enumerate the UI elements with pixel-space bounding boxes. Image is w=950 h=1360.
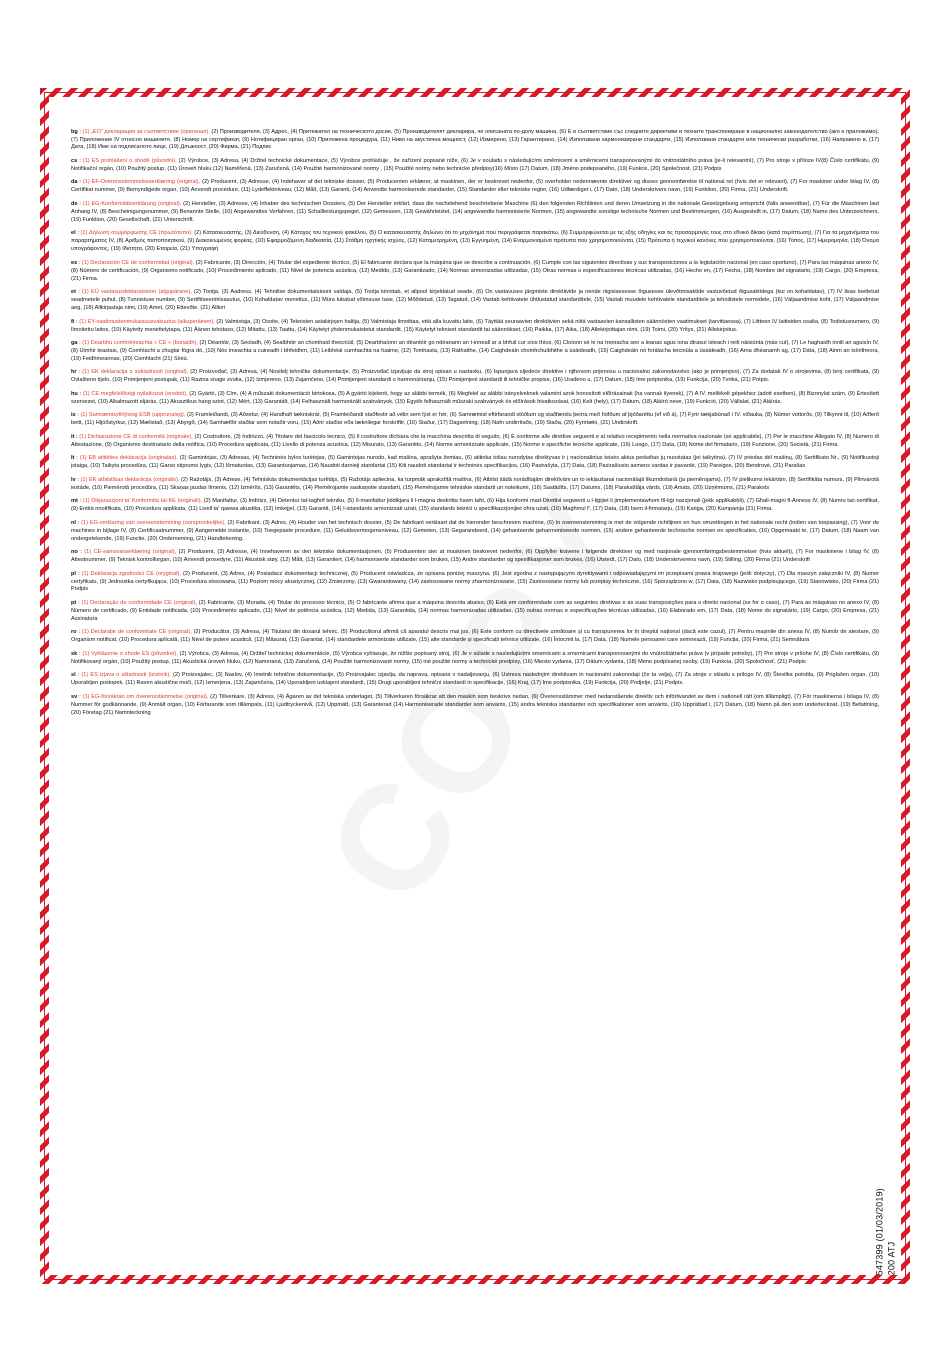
declaration-fields: (2) Κατασκευαστής, (3) Διεύθυνση, (4) Κάτοχος του τεχνικού φακέλου, (5) Ο κατασκευαστής δηλώνει ότι το μηχάνημα που περιγράφεται παρακάτω, (6) Συμμορφώνεται με τις εξής οδηγίες και τις προσαρμογές τους στο εθνικό δίκαιο (κατά περίπτωση), (7) Για τα μηχανήματα του παραρτήματος IV, (8) Αριθμός πιστοποιητικού, (9) Διακοινωμένος φορέας, (10) Εφαρμοζόμενη διαδικασία, (11) Στάθμη ηχητικής ισχύος, (12) Καταμετρημένη, (13) Εγγυημένη, (14) Εναρμονισμένα πρότυπα που χρησιμοποιούνται, (15) Πρότυπα ή τεχνικοί κανόνες που χρησιμοποιούνται, (16) Τόπος, (17) Ημερομηνία, (18) Όνομα υπογράφοντος, (19) Ιδιότητα, (20) Εταιρεία, (21) Υπογραφή [71,230,879,253]
declaration-title: (1) Vyhlásenie o zhode ES (pôvodné), [82,650,178,657]
language-code: hr [71,369,77,376]
declaration-fields: (2) Tillverkare, (3) Adress, (4) Ägaren av det tekniska underlaget, (5) Tillverkaren försäkrar att den maskin som beskrivs nedan, (6) Överensstämmer med nedanstående direktiv och införlivandet av dem i nationell rätt (om tillämpligt), (7) För maskinerna i bilaga IV, (8) Nummer för godkännande, (9) Anmält organ, (10) Förfarande som tillämpats, (11) Ljudtryckenivå, (12) Uppmätt, (13) Garanterad (14) Harmoniserade standarder som använts, (15) andra tekniska standarder och specifikationer som använts, (16) Upprättad i, (17) Datum, (18) Namn på den som undertecknat, (19) Befattning, (20) Företag (21) Namnteckning [71,693,879,716]
declaration-title: (1) Dichiarazione CE di conformità (originale), [79,433,193,440]
declaration-title: (1) EF-Overensstemmelseserklæring (original), [82,179,201,186]
language-block: ro : (1) Declarație de conformitate CE (original), (2) Producător, (3) Adresa, (4) Titularul din dosarul tehnic, (5) Producătorul afirmă că aparatul descris mai jos, (6) Este conform cu directivele următoare și cu transpunerea lor în dreptul național (dacă este cazul), (7) Pentru mașinile din anexa IV, (8) Număr de atestare, (9) Organism notificat, (10) Procedura aplicată, (11) Nivel de putere acustică, (12) Măsurat, (13) Garantat, (14) standardele armonizate utilizate, (15) alte standarde și specificații tehnice utilizate, (16) Întocmit la, (17) Data, (18) Numele persoanei care semnează, (19) Funcția, (20) Firma, (21) Semnătura [71,629,879,644]
language-block: no : (1) CE-samsvarserklæring (original), (2) Produsent, (3) Adresse, (4) Innehaveren av den tekniske dokumentasjonen, (5) Produsenten sier at maskinen beskrevet nedenfor, (6) Oppfyller kravene i følgende direktiver og med nasjonale gjennomføringsbestemmelser (hvis aktuelt), (7) For maskinene i bilag IV, (8) Attestnummer, (9) Teknisk kontrollorgan, (10) Anvendt prosedyre, (11) Akustisk støy, (12) Målt, (13) Garantiert, (14) harmoniserte standarder som brukes, (15) Andre standarder og spesifikasjoner som brukes, (16) Utstedt, (17) Dato, (18) Underskriverens navn, (19) Stilling, (20) Firma (21) Underskrift [71,549,879,564]
language-block: nl : (1) EG-verklaring van overeenstemming (oorspronkelijke), (2) Fabrikant, (3) Adres, (4) Houder van het technisch dossier, (5) De fabrikant verklaart dat de hieronder beschreven machine, (6) In overeenstemming is met de volgende richtlijnen en hun omzettingen in het nationale recht (indien van toepassing), (7) Voor de machines in bijlage IV, (8) Certificaatnummer, (9) Aangemelde instantie, (10) Toegepaste procedure, (11) Geluidsvermogensniveau, (12) Gemeten, (13) Gegarandeerd, (14) gehanteerde geharmoniseerde normen, (15) andere gehanteerde technische normen en specificaties, (16) Opgemaakt te, (17) Datum, (18) Naam van ondergetekende, (19) Functie, (20) Onderneming, (21) Handtekening. [71,519,879,542]
language-block: de : (1) EG-Konformitätserklärung (original). (2) Hersteller, (3) Adresse, (4) Inhaber des technischen Dossiers, (5) Der Hersteller erklärt, dass die nachstehend beschriebene Maschine (6) den folgenden Richtlinien und deren Umsetzung in die nationale Gesetzgebung entspricht (falls anwendbar), (7) Für die Maschinen laut Anhang IV, (8) Bescheinigungsnummer, (9) Benannte Stelle, (10) Angewandtes Verfahren, (11) Schallleistungspegel, (12) Gemessen, (13) Gewährleistet, (14) angewandte harmonisierte Normen, (15) angewandte sonstige technische Normen und Bestimmungen, (16) Ausgestellt in, (17) Datum, (18) Name des Unterzeichners, (19) Funktion, (20) Gesellschaft, (21) Unterschrift. [71,200,879,223]
language-code: ga [71,340,78,347]
declaration-title: (1) CE-samsvarserklæring (original), [84,549,177,556]
declaration-fields: (2) Ražotājs, (3) Adrese, (4) Tehniskās dokumentācijas turētājs, (5) Ražotājs apliecina, ka turpmāk aprakstītā mašīna, (6) Atbilst šādā norādītajām direktīvām un to iekļaušanai nacionālajā likumdošanā (ja piemērojams), (7) IV pielikums iekārtām, (8) Sertifikāta numurs, (9) Pilnvarotā iestāde, (10) Piemērotā procedūra, (11) Skaņas jaudas līmenis, (12) Izmērīts, (13) Garantēts, (14) Piemērojamie saskaņotie standarti, (15) Piemērojamie tehniskie standarti un noteikumi, (16) Sastādīts, (17) Datums, (18) Parakstītāja vārds, (19) Amats, (20) Uzņēmums, (21) Paraksts [71,476,879,491]
language-block: es : (1) Declaración CE de conformidad (original), (2) Fabricante, (3) Dirección, (4) Titular del expediente técnico, (5) El fabricante declara que la máquina que se describe a continuación, (6) Cumple con las siguientes directivas y sus transposiciones a la legislación nacional (en caso oportuno), (7) Para las máquinas anexo IV, (8) Número de certificación, (9) Organismo notificado, (10) Procedimiento aplicado, (11) Nivel de potencia acústica, (12) Medido, (13) Garantizado, (14) Normas armonizadas utilizadas, (15) Otras normas o especificaciones técnicas utilizadas, (16) Hecho en, (17) Fecha, (18) Nombre del signatario, (19) Cargo, (20) Empresa, (21) Firma. [71,259,879,282]
language-code: nl [71,519,76,526]
language-code: pt [71,600,77,606]
language-code: lt [71,455,75,462]
declaration-fields: (2) Framleiðandi, (3) Aðsetur, (4) Handhafi tækniskrár, (5) Framleiðandi staðfestir að vélin sem lýst er hér, (6) Samræmist eftirfarandi stöðlum og staðfærslu þeirra með höfðum af þjóðaréttu (ef við á), (7) Fyrir tækjabúnað í IV. viðauka, (8) Númer vottorðs, (9) Tilkynnt til, (10) Aðferð beitt, (11) Hljóðstyrkur, (12) Mælistað, (13) Ábyrgð, (14) Samhæfðir staðlar sem notaðir voru, (15) Aðrir staðlar eða tæknilegar forskriftir, (16) Staður, (17) Dagsetning, (18) Nafn undirritaðs, (19) Staða, (20) Fyrirtæki, (21) Undirskrift. [71,412,879,427]
declaration-title: (1) EK atbilstības deklarācija (oriģināls), [80,476,180,483]
declaration-fields: (2) Valmistaja, (3) Osoite, (4) Teknisten asiakirjojen haltija, (5) Valmistaja ilmoittaa, että alla kuvattu laite, (6) Täyttää seuraavien direktiivien sekä niitä vastaavien kansallisten säännösten vaatimukset (tarvittaessa), (7) Liitteen IV laitteiden osalta, (8) Todistusnumero, (9) Ilmoitettu laitos, (10) Käytetty menettelytapa, (11) Äänen tehotaso, (12) Mitattu, (13) Taattu, (14) Käytetyt yhdenmukaistetut standardit, (15) Käytetyt tekniset standardit tai säännökset, (16) Paikka, (17) Aika, (18) Allekirjoittajan nimi, (19) Toimi, (20) Yritys, (21) Allekirjoitus. [71,318,879,333]
language-code: it [71,433,75,440]
document-page [49,97,901,1275]
language-code: el [71,230,76,237]
document-border-frame [40,88,910,1284]
language-code: no [71,549,78,556]
language-block: pt : (1) Declaração de conformidade CE (original), (2) Fabricante, (3) Morada, (4) Titular do processo técnico, (5) O fabricante afirma que a máquina descrita abaixo, (6) Está em conformidade com as seguintes diretivas e as suas transposições para o direito nacional (se for o caso), (7) Para as máquinas no anexo IV, (8) Número de certificado, (9) Entidade notificada, (10) Procedimento aplicado, (11) Nível de potência acústica, (12) Medida, (13) Garantida, (14) normas harmonizadas utilizadas, (15) outras normas e especificações técnicas utilizadas, (16) Elaborado em, (17) Data, (18) Nome do signatário, (19) Cargo, (20) Empresa, (21) Assinatura [71,600,879,622]
declaration-fields: (2) Déantóir, (3) Seoladh, (4) Sealbhóir an chomhaid theicniúil, (5) Dearbhaíonn an déantóir go ndéanann an t-inneall ar a bhfuil cur síos thíos, (6) Cloíonn sé le na treoracha seo a leanas agus iona dtrasuí isteach i reiti náisiúnta (más cuí), (7) Le haghaidh innill an aguisín IV, (8) Uimhir teastais, (9) Comhlacht a chuglar fógra dó, (10) Nós imeachta a cuireadh i bhfeidhm, (11) Leibhéal cumhachta na fuaime, (12) Tomhasta, (13) Ráthaithe, (14) Caighdeáin chomhchuibhithe a úsáideadh, (15) Caighdeáin nó forálacha teicniúla a úsáideadh, (16) Arna dhéanamh ag, (17) Dáta, (18) Ainm an tsínitheora, (19) Feidhmeannas, (20) Comhlacht (21) Síniú. [71,340,879,362]
language-block: sk : (1) Vyhlásenie o zhode ES (pôvodné), (2) Výrobca, (3) Adresa, (4) Držiteľ technickej dokumentácie, (5) Výrobca vyhlasuje, že nižšie popísaný stroj, (6) Je v súlade s nasledujúcimi smernicami a smernicami transponovanými do vnútroštátneho práva (v prípade potreby), (7) Pre stroje v prílohe IV, (8) Číslo certifikátu, (9) Notifikovaný orgán, (10) Použitý postup, (11) Akustická úroveň hluku, (12) Nameraná, (13) Zaručená, (14) Použité harmonizované normy, (15) iné použité normy a technické predpisy, (16) Miesto vydania, (17) Dátum vydania, (18) Meno podpísanej osoby, (19) Funkcia, (20) Spoločnosť, (21) Podpis [71,650,879,665]
declaration-fields: (2) Gamintojas, (3) Adresas, (4) Techninės bylos turėtojas, (5) Gamintojas nurodo, kad mašina, aprašyta žemiau, (6) atitinka toliau nurodytas direktyvas ir į nacionalinius teisės aktus perkeltas jų nuostatas (jei taikytina), (7) IV priedas dėl mašinų, (8) Sertifikato Nr., (9) Notifikuotoji įstaiga, (10) Taikyta procedūra, (11) Garso stiprumo lygis, (12) Išmatuotas, (13) Garantuojamas, (14) Naudoti darnieji standartai (15) Kiti naudoti standartai ir techninės specifikacijos, (16) Pasirašyta, (17) Data, (18) Pasirašiusio asmens vardas ir pavardė, (19) Pareigos, (20) Bendrovė, (21) Parašas [71,455,879,470]
language-code: cs [71,158,78,164]
declaration-fields: (2) Tootja, (3) Aadress, (4) Tehnilise dokumentatsiooni valdaja, (5) Tootja kinnitab, et allpool kirjeldatud seade, (6) On vastavuses järgmiste direktiivide ja nende riigisisesesse õigusesse ülevõtmisaktide vastuvõetud õigusaktidega (kui on kohaldatav), (7) IV lisas loetletud seadmetele puhul, (8) Tunnistuse number, (9) Sertifitseerimisasutus, (10) Kohaldatav menetlus, (11) Müra lubatud võimsuse tase, (12) Mõõdetud, (13) Tagatud, (14) Vastab kehtivatele ühtlustatud standarditele, (15) Vastab muudele kehtivatele standarditele ja tehnilistele normidele, (16) Väljaandmise koht, (17) Väljaandmise aeg, (18) Allkirjastaja nimi, (19) Amet, (20) Ettevõte, (21) Allkiri [71,289,879,312]
declaration-title: (1) Deklaracja zgodności CE (oryginał), [81,570,181,577]
declaration-title: (1) Samræmisyfirlýsing ESB (upprunaleg), [80,412,186,419]
declaration-fields: (2) Gyártó, (3) Cím, (4) A műszaki dokumentáció birtokosa, (5) A gyártó kijelenti, hogy az alábbi termék, (6) Megfelel az alábbi irányelveknek valamint azok honosított előírásainak (ha vannak ilyenek), (7) A IV. mellékelt gépekhez (adott esetben), (8) Bizonylat szám, (9) Értesített szervezet, (10) Alkalmazott eljárás, (11) Akusztikus hang szint, (12) Mért, (13) Garantált, (14) Felhasznált harmonizált szabványok, (15) Egyéb felhasznált műszaki szabványok és előírások hivatkozásai, (16) Kelt (hely), (17) Dátum, (18) Aláíró neve, (19) Funkció, (20) Vállalat, (21) Aláírás. [71,390,879,405]
language-block: et : (1) EÜ vastavusdeklaratsioon (algupärane), (2) Tootja, (3) Aadress, (4) Tehnilise dokumentatsiooni valdaja, (5) Tootja kinnitab, et allpool kirjeldatud seade, (6) On vastavuses järgmiste direktiivide ja nende riigisisesesse õigusesse ülevõtmisaktide vastuvõetud õigusaktidega (kui on kohaldatav), (7) IV lisas loetletud seadmetele puhul, (8) Tunnistuse number, (9) Sertifitseerimisasutus, (10) Kohaldatav menetlus, (11) Müra lubatud võimsuse tase, (12) Mõõdetud, (13) Tagatud, (14) Vastab kehtivatele ühtlustatud standarditele, (15) Vastab muudele kehtivatele standarditele ja tehnilistele normidele, (16) Väljaandmise koht, (17) Väljaandmise aeg, (18) Allkirjastaja nimi, (19) Amet, (20) Ettevõte, (21) Allkiri [71,289,879,312]
language-block: fi : (1) EY-vaatimustenmukaisuusvakuutus (alkuperäinen), (2) Valmistaja, (3) Osoite, (4) Teknisten asiakirjojen haltija, (5) Valmistaja ilmoittaa, että alla kuvattu laite, (6) Täyttää seuraavien direktiivien sekä niitä vastaavien kansallisten säännösten vaatimukset (tarvittaessa), (7) Liitteen IV laitteiden osalta, (8) Todistusnumero, (9) Ilmoitettu laitos, (10) Käytetty menettelytapa, (11) Äänen tehotaso, (12) Mitattu, (13) Taattu, (14) Käytetyt yhdenmukaistetut standardit, (15) Käytetyt tekniset standardit tai säännökset, (16) Paikka, (17) Aika, (18) Allekirjoittajan nimi, (19) Toimi, (20) Yritys, (21) Allekirjoitus. [71,318,879,333]
declaration-title: (1) Declarație de conformitate CE (original), [81,629,192,636]
language-code: es [71,259,78,266]
declaration-fields: (2) Fabricante, (3) Dirección, (4) Titular del expediente técnico, (5) El fabricante declara que la máquina que se describe a continuación, (6) Cumple con las siguientes directivas y sus transposiciones a la legislación nacional (en caso oportuno), (7) Para las máquinas anexo IV, (8) Número de certificación, (9) Organismo notificado, (10) Procedimiento aplicado, (11) Nivel de potencia acústica, (12) Medido, (13) Garantizado, (14) Normas armonizadas utilizadas, (15) Otras normas o especificaciones técnicas utilizadas, (16) Hecho en, (17) Fecha, (18) Nombre del signatario, (19) Cargo, (20) Empresa, (21) Firma. [71,259,879,282]
footer-code: 547399 (01/03/2019) [874,1188,884,1276]
declaration-title: (1) Declaração de conformidade CE (original), [81,600,197,606]
language-code: da [71,179,78,186]
declaration-title: (1) ES izjava o skladnosti (izvirnik), [81,672,171,679]
language-block: it : (1) Dichiarazione CE di conformità (originale), (2) Costruttore, (3) Indirizzo, (4) Titolare del fascicolo tecnico, (5) Il costruttore dichiara che la macchina descritta di seguito, (6) È conforme alle direttive seguenti e al relativo recepimento nella normativa nazionale (se applicabile), (7) Per le macchine Allegato IV, (8) Numero di Attestazione, (9) Organismo destinatario della notifica, (10) Procedura applicata, (11) Livello di potenza acustica, (12) Misurato, (13) Garantito, (14) Norme armonizzate applicate, (15) Norme e specifiche tecniche applicate, (16) Luogo, (17) Data, (18) Nome del firmatario, (19) Funzione, (20) Società, (21) Firma. [71,433,879,448]
declaration-title: (1) EB atitikties deklaracija (originalas), [79,455,178,462]
declaration-title: (1) Δήλωση συμμόρφωσης CE (πρωτότυπο). [80,230,193,237]
declaration-title: (1) Dearbhú comhréireachta « CE » (bunaidh), [82,340,198,347]
language-code: hu [71,390,78,397]
declaration-fields: (2) Производителя, (3) Адрес, (4) Притежател на техническото досие, (5) Производителят декларира, че описаната по-долу машина, (6) Е в съответствие със следните директиви и техните транспониране в национално законодателство (ако е приложимо), (7) Приложение IV относно машините, (8) Номер на сертификат, (9) Нотифициран орган, (10) Приложена процедура, (11) Ниво на акустична мощност, (12) Измерено, (13) Гарантирано, (14) Използвани хармонизирани стандарти, (15) Използвани стандарти или технически разработки, (16) Направено в, (17) Дата, (18) Име на подписалото лице, (19) Длъжност, (20) Фирма, (21) Подпис [71,128,879,151]
language-block: mt : (1) Dikjarazzjoni ta' Konformità tal-KE (oriġinali), (2) Manifattur, (3) Indirizz, (4) Detentur tat-tagħrif tekniku, (5) Il-manifattur jiddikjara li l-magna deskritta hawn taħt, (6) Hija konformi mad-Direttivi segwenti u l-liġijiet li jimplementawhom fil-liġi nazzjonali (jekk applikabbli), (7) Għall-magni fl-Anness IV, (8) Numru taċ-ċertifikat, (9) Entità nnotifikata, (10) Proċedura applikata, (11) Livell ta' qawwa akustika, (12) Imkejjel, (13) Garantit, (14) I-istandards armonizzati użati, (15) standards tekniċi u speċifikazzjonijiet oħra użati, (16) Magħmul f', (17) Data, (18) Isem il-firmatarju, (19) Kariga, (20) Kumpanija (21) Firma. [71,498,879,513]
declaration-fields: (2) Produsent, (3) Adresse, (4) Innehaveren av den tekniske dokumentasjonen, (5) Produsenten sier at maskinen beskrevet nedenfor, (6) Oppfyller kravene i følgende direktiver og med nasjonale gjennomføringsbestemmelser (hvis aktuelt), (7) For maskinene i bilag IV, (8) Attestnummer, (9) Teknisk kontrollorgan, (10) Anvendt prosedyre, (11) Akustisk støy, (12) Målt, (13) Garantiert, (14) harmoniserte standarder som brukes, (15) Andre standarder og spesifikasjoner som brukes, (16) Utstedt, (17) Dato, (18) Underskriverens navn, (19) Stilling, (20) Firma (21) Underskrift [71,549,879,564]
language-code: is [71,412,76,419]
declaration-fields: (2) Hersteller, (3) Adresse, (4) Inhaber des technischen Dossiers, (5) Der Hersteller erklärt, dass die nachstehend beschriebene Maschine (6) den folgenden Richtlinien und deren Umsetzung in die nationale Gesetzgebung entspricht (falls anwendbar), (7) Für die Maschinen laut Anhang IV, (8) Bescheinigungsnummer, (9) Benannte Stelle, (10) Angewandtes Verfahren, (11) Schallleistungspegel, (12) Gemessen, (13) Gewährleistet, (14) angewandte harmonisierte Normen, (15) angewandte sonstige technische Normen und Bestimmungen, (16) Ausgestellt in, (17) Datum, (18) Name des Unterzeichners, (19) Funktion, (20) Gesellschaft, (21) Unterschrift. [71,200,879,223]
declaration-title: (1) CE megfelelőségi nyilatkozat (eredeti), [82,390,188,397]
language-code: mt [71,498,78,505]
footer-codes [874,1188,896,1275]
footer-code: 200 ATJ [886,1241,896,1276]
declaration-title: (1) Declaración CE de conformidad (original), [81,259,195,266]
language-block: pl : (1) Deklaracja zgodności CE (oryginał), (2) Producent, (3) Adres, (4) Posiadacz dokumentacji technicznej, (5) Producent oświadcza, że opisana poniżej maszyna, (6) Jest zgodna z następującymi dyrektywami i odpowiadającymi im przepisami prawa krajowego (jeśli dotyczy), (7) Dla maszyn załączniki IV, (8) Numer certyfikatu, (9) Jednostka certyfikująca, (10) Procedura stosowana, (11) Poziom mocy akustycznej, (12) Zmierzony, (13) Gwarantowany, (14) zastosowane normy zharmonizowane, (15) Zastosowane normy lub przepisy techniczne, (16) Sporządzono w, (17) Data, (18) Nazwisko podpisującego, (19) Stanowisko, (20) Firma (21) Podpis [71,570,879,593]
language-block: ga : (1) Dearbhú comhréireachta « CE » (bunaidh), (2) Déantóir, (3) Seoladh, (4) Sealbhóir an chomhaid theicniúil, (5) Dearbhaíonn an déantóir go ndéanann an t-inneall ar a bhfuil cur síos thíos, (6) Cloíonn sé le na treoracha seo a leanas agus iona dtrasuí isteach i reiti náisiúnta (más cuí), (7) Le haghaidh innill an aguisín IV, (8) Uimhir teastais, (9) Comhlacht a chuglar fógra dó, (10) Nós imeachta a cuireadh i bhfeidhm, (11) Leibhéal cumhachta na fuaime, (12) Tomhasta, (13) Ráthaithe, (14) Caighdeáin chomhchuibhithe a úsáideadh, (15) Caighdeáin nó forálacha teicniúla a úsáideadh, (16) Arna dhéanamh ag, (17) Dáta, (18) Ainm an tsínitheora, (19) Feidhmeannas, (20) Comhlacht (21) Síniú. [71,340,879,362]
language-block: cs : (1) ES prohlášení o shodě (původní). (2) Výrobce, (3) Adresa, (4) Držitel technické dokumentace, (5) Výrobce prohlašuje , že zařízení popsané níže, (6) Je v souladu s následujícími směrnicemi a směrnicemi transponovanými do vnitrostátního práva (je-li relevantní), (7) Pro stroje v příloze IV(8) Číslo certifikátu, (9) Notifikační orgán, (10) Použitý postup, (11) Úroveň hluku (12) Naměřená, (13) Zaručená, (14) Použité harmonizované normy , (15) Použité normy nebo technické předpisy(16) Místo (17) Datum, (18) Jméno podepsaného, (19) Funkce, (20) Společnost, (21) Podpis [71,158,880,172]
declaration-title: (1) EG-Konformitätserklärung (original). [82,200,182,207]
declaration-title: (1) EY-vaatimustenmukaisuusvakuutus (alkuperäinen), [79,318,215,325]
language-code: sl [71,672,76,679]
language-code: fi [71,318,75,325]
declaration-title: (1) ES prohlášení o shodě (původní). [82,158,177,164]
language-code: de [71,200,78,207]
language-block: lt : (1) EB atitikties deklaracija (originalas), (2) Gamintojas, (3) Adresas, (4) Techninės bylos turėtojas, (5) Gamintojas nurodo, kad mašina, aprašyta žemiau, (6) atitinka toliau nurodytas direktyvas ir į nacionalinius teisės aktus perkeltas jų nuostatas (jei taikytina), (7) IV priedas dėl mašinų, (8) Sertifikato Nr., (9) Notifikuotoji įstaiga, (10) Taikyta procedūra, (11) Garso stiprumo lygis, (12) Išmatuotas, (13) Garantuojamas, (14) Naudoti darnieji standartai (15) Kiti naudoti standartai ir techninės specifikacijos, (16) Pasirašyta, (17) Data, (18) Pasirašiusio asmens vardas ir pavardė, (19) Pareigos, (20) Bendrovė, (21) Parašas [71,455,879,470]
language-code: lv [71,476,76,483]
language-code: sv [71,693,78,700]
declaration-title: (1) EG-försäkran om överensstämmelse (original), [82,693,209,700]
language-block: bg : (1) „ЕО“ декларация за съответствие (оригинал). (2) Производителя, (3) Адрес, (4) Притежател на техническото досие, (5) Производителят декларира, че описаната по-долу машина, (6) Е в съответствие със следните директиви и техните транспониране в национално законодателство (ако е приложимо), (7) Приложение IV относно машините, (8) Номер на сертификат, (9) Нотифициран орган, (10) Приложена процедура, (11) Ниво на акустична мощност, (12) Измерено, (13) Гарантирано, (14) Използвани хармонизирани стандарти, (15) Използвани стандарти или технически разработки, (16) Направено в, (17) Дата, (18) Име на подписалото лице, (19) Длъжност, (20) Фирма, (21) Подпис [71,128,879,151]
language-block: hu : (1) CE megfelelőségi nyilatkozat (eredeti), (2) Gyártó, (3) Cím, (4) A műszaki dokumentáció birtokosa, (5) A gyártó kijelenti, hogy az alábbi termék, (6) Megfelel az alábbi irányelveknek valamint azok honosított előírásainak (ha vannak ilyenek), (7) A IV. mellékelt gépekhez (adott esetben), (8) Bizonylat szám, (9) Értesített szervezet, (10) Alkalmazott eljárás, (11) Akusztikus hang szint, (12) Mért, (13) Garantált, (14) Felhasznált harmonizált szabványok, (15) Egyéb felhasznált műszaki szabványok és előírások hivatkozásai, (16) Kelt (hely), (17) Dátum, (18) Aláíró neve, (19) Funkció, (20) Vállalat, (21) Aláírás. [71,390,879,405]
declaration-language-list [71,123,879,722]
language-code: sk [71,650,78,657]
declaration-title: (1) EÜ vastavusdeklaratsioon (algupärane), [81,289,192,296]
language-block: sl : (1) ES izjava o skladnosti (izvirnik), (2) Proizvajalec, (3) Naslov, (4) Imetnik tehnične dokumentacije, (5) Proizvajalec izjavlja, da naprava, opisana v nadaljevanju, (6) Ustreza naslednjim direktivam in nacionalni zakonodaji (če ta velja), (7) Za stroje v skladu s prilogo IV, (8) Številka potrdila, (9) Priglašen organ, (10) Uporabljen postopek, (11) Raven akustične moči, (12) Izmerjena, (13) Zajamčena, (14) Uporabljeni usklajeni standardi, (15) Drugi uporabljeni tehnični standardi in specifikacije, (16) Kraj, (17) Ime podpisnika, (19) Funkcija, (20) Podjetje, (21) Podpis. [71,672,879,687]
declaration-fields: (2) Manifattur, (3) Indirizz, (4) Detentur tat-tagħrif tekniku, (5) Il-manifattur jiddikjara li l-magna deskritta hawn taħt, (6) Hija konformi mad-Direttivi segwenti u l-liġijiet li jimplementawhom fil-liġi nazzjonali (jekk applikabbli), (7) Għall-magni fl-Anness IV, (8) Numru taċ-ċertifikat, (9) Entità nnotifikata, (10) Proċedura applikata, (11) Livell ta' qawwa akustika, (12) Imkejjel, (13) Garantit, (14) I-istandards armonizzati użati, (15) standards tekniċi u speċifikazzjonijiet oħra użati, (16) Magħmul f', (17) Data, (18) Isem il-firmatarju, (19) Kariga, (20) Kumpanija (21) Firma. [71,498,879,513]
declaration-fields: (2) Fabricante, (3) Morada, (4) Titular do processo técnico, (5) O fabricante afirma que a máquina descrita abaixo, (6) Está em conformidade com as seguintes diretivas e as suas transposições para o direito nacional (se for o caso), (7) Para as máquinas no anexo IV, (8) Número de certificado, (9) Entidade notificada, (10) Procedimento aplicado, (11) Nível de potência acústica, (12) Medida, (13) Garantida, (14) normas harmonizadas utilizadas, (15) outras normas e especificações técnicas utilizadas, (16) Elaborado em, (17) Data, (18) Nome do signatário, (19) Cargo, (20) Empresa, (21) Assinatura [71,600,879,622]
language-block: hr : (1) EK deklaracija o sukladnosti (original), (2) Proizvođač, (3) Adresa, (4) Nositelj tehničke dokumentacije, (5) Proizvođač izjavljuje da stroj opisan u nastavku, (6) Ispunjava sljedeće direktive i njihovom prijenosu u nacionalno zakonodavstvo (ako je primjenjivo), (7) Za dodatak IV o strojevima, (8) broj certifikata, (9) Ovlašteno tijelo, (10) Primijenjeni postupak, (11) Razina snage zvuka, (12) Izmjereno, (13) Zajamčeno, (14) Primijenjeni standardi o harmoniziranju, (15) Primijenjeni standardi ili tehničke propise, (16) Urađeno u, (17) Datum, (18) Ime potpisnika, (19) Funkcija, (20) Tvrtka, (21) Potpis. [71,369,879,384]
declaration-fields: (2) Proizvajalec, (3) Naslov, (4) Imetnik tehnične dokumentacije, (5) Proizvajalec izjavlja, da naprava, opisana v nadaljevanju, (6) Ustreza naslednjim direktivam in nacionalni zakonodaji (če ta velja), (7) Za stroje v skladu s prilogo IV, (8) Številka potrdila, (9) Priglašen organ, (10) Uporabljen postopek, (11) Raven akustične moči, (12) Izmerjena, (13) Zajamčena, (14) Uporabljeni usklajeni standardi, (15) Drugi uporabljeni tehnični standardi in specifikacije, (16) Kraj, (17) Ime podpisnika, (19) Funkcija, (20) Podjetje, (21) Podpis. [71,672,879,687]
language-block: sv : (1) EG-försäkran om överensstämmelse (original), (2) Tillverkare, (3) Adress, (4) Ägaren av det tekniska underlaget, (5) Tillverkaren försäkrar att den maskin som beskrivs nedan, (6) Överensstämmer med nedanstående direktiv och införlivandet av dem i nationell rätt (om tillämpligt), (7) För maskinerna i bilaga IV, (8) Nummer för godkännande, (9) Anmält organ, (10) Förfarande som tillämpats, (11) Ljudtryckenivå, (12) Uppmätt, (13) Garanterad (14) Harmoniserade standarder som använts, (15) andra tekniska standarder och specifikationer som använts, (16) Upprättad i, (17) Datum, (18) Namn på den som undertecknat, (19) Befattning, (20) Företag (21) Namnteckning [71,693,879,716]
language-block: da : (1) EF-Overensstemmelseserklæring (original), (2) Producent, (3) Adresse, (4) Indehaver af det tekniske dossier, (5) Producenten erklærer, at maskinen, der er beskrevet nedenfor, (5) overholder nedennævnte direktiver og disses gennemførelse til national ret (hvis det er relevant), (7) For maskiner under bilag IV, (8) Certifikat nummer, (9) Bemyndigede organ, (10) Anvendt procedure, (11) Lydeffektniveau, (12) Målt, (13) Garanti, (14) Anvendte harmoniserede standarder, (15) Standarder eller tekniske regler, (16) Udfærdiget i, (17) Dato, (18) Underskrivers navn, (19) Funktion, (20) Firma, (21) Underskrift. [71,179,879,194]
declaration-fields: (2) Výrobce, (3) Adresa, (4) Držitel technické dokumentace, (5) Výrobce prohlašuje , že zařízení popsané níže, (6) Je v souladu s následujícími směrnicemi a směrnicemi transponovanými do vnitrostátního práva (je-li relevantní), (7) Pro stroje v příloze IV(8) Číslo certifikátu, (9) Notifikační orgán, (10) Použitý postup, (11) Úroveň hluku (12) Naměřená, (13) Zaručená, (14) Použité harmonizované normy , (15) Použité normy nebo technické předpisy(16) Místo (17) Datum, (18) Jméno podepsaného, (19) Funkce, (20) Společnost, (21) Podpis [71,158,880,172]
language-code: bg [71,128,78,135]
declaration-fields: (2) Fabrikant, (3) Adres, (4) Houder van het technisch dossier, (5) De fabrikant verklaart dat de hieronder beschreven machine, (6) In overeenstemming is met de volgende richtlijnen en hun omzettingen in het nationale recht (indien van toepassing), (7) Voor de machines in bijlage IV, (8) Certificaatnummer, (9) Aangemelde instantie, (10) Toegepaste procedure, (11) Geluidsvermogensniveau, (12) Gemeten, (13) Gegarandeerd, (14) gehanteerde geharmoniseerde normen, (15) andere gehanteerde technische normen en specificaties, (16) Opgemaakt te, (17) Datum, (18) Naam van ondergetekende, (19) Functie, (20) Onderneming, (21) Handtekening. [71,519,879,542]
declaration-fields: (2) Producent, (3) Adresse, (4) Indehaver af det tekniske dossier, (5) Producenten erklærer, at maskinen, der er beskrevet nedenfor, (5) overholder nedennævnte direktiver og disses gennemførelse til national ret (hvis det er relevant), (7) For maskiner under bilag IV, (8) Certifikat nummer, (9) Bemyndigede organ, (10) Anvendt procedure, (11) Lydeffektniveau, (12) Målt, (13) Garanti, (14) Anvendte harmoniserede standarder, (15) Standarder eller tekniske regler, (16) Udfærdiget i, (17) Dato, (18) Underskrivers navn, (19) Funktion, (20) Firma, (21) Underskrift. [71,179,879,194]
declaration-title: (1) EK deklaracija o sukladnosti (original), [82,369,189,376]
declaration-fields: (2) Proizvođač, (3) Adresa, (4) Nositelj tehničke dokumentacije, (5) Proizvođač izjavljuje da stroj opisan u nastavku, (6) Ispunjava sljedeće direktive i njihovom prijenosu u nacionalno zakonodavstvo (ako je primjenjivo), (7) Za dodatak IV o strojevima, (8) broj certifikata, (9) Ovlašteno tijelo, (10) Primijenjeni postupak, (11) Razina snage zvuka, (12) Izmjereno, (13) Zajamčeno, (14) Primijenjeni standardi o harmoniziranju, (15) Primijenjeni standardi ili tehničke propise, (16) Urađeno u, (17) Datum, (18) Ime potpisnika, (19) Funkcija, (20) Tvrtka, (21) Potpis. [71,369,879,384]
language-block: lv : (1) EK atbilstības deklarācija (oriģināls), (2) Ražotājs, (3) Adrese, (4) Tehniskās dokumentācijas turētājs, (5) Ražotājs apliecina, ka turpmāk aprakstītā mašīna, (6) Atbilst šādā norādītajām direktīvām un to iekļaušanai nacionālajā likumdošanā (ja piemērojams), (7) IV pielikums iekārtām, (8) Sertifikāta numurs, (9) Pilnvarotā iestāde, (10) Piemērotā procedūra, (11) Skaņas jaudas līmenis, (12) Izmērīts, (13) Garantēts, (14) Piemērojamie saskaņotie standarti, (15) Piemērojamie tehniskie standarti un noteikumi, (16) Sastādīts, (17) Datums, (18) Parakstītāja vārds, (19) Amats, (20) Uzņēmums, (21) Paraksts [71,476,879,491]
language-code: ro [71,629,77,636]
language-block: el : (1) Δήλωση συμμόρφωσης CE (πρωτότυπο). (2) Κατασκευαστής, (3) Διεύθυνση, (4) Κάτοχος του τεχνικού φακέλου, (5) Ο κατασκευαστής δηλώνει ότι το μηχάνημα που περιγράφεται παρακάτω, (6) Συμμορφώνεται με τις εξής οδηγίες και τις προσαρμογές τους στο εθνικό δίκαιο (κατά περίπτωση), (7) Για τα μηχανήματα του παραρτήματος IV, (8) Αριθμός πιστοποιητικού, (9) Διακοινωμένος φορέας, (10) Εφαρμοζόμενη διαδικασία, (11) Στάθμη ηχητικής ισχύος, (12) Καταμετρημένη, (13) Εγγυημένη, (14) Εναρμονισμένα πρότυπα που χρησιμοποιούνται, (15) Πρότυπα ή τεχνικοί κανόνες που χρησιμοποιούνται, (16) Τόπος, (17) Ημερομηνία, (18) Όνομα υπογράφοντος, (19) Ιδιότητα, (20) Εταιρεία, (21) Υπογραφή [71,230,879,253]
declaration-fields: (2) Výrobca, (3) Adresa, (4) Držiteľ technickej dokumentácie, (5) Výrobca vyhlasuje, že nižšie popísaný stroj, (6) Je v súlade s nasledujúcimi smernicami a smernicami transponovanými do vnútroštátneho práva (v prípade potreby), (7) Pre stroje v prílohe IV, (8) Číslo certifikátu, (9) Notifikovaný orgán, (10) Použitý postup, (11) Akustická úroveň hluku, (12) Nameraná, (13) Zaručená, (14) Použité harmonizované normy, (15) iné použité normy a technické predpisy, (16) Miesto vydania, (17) Dátum vydania, (18) Meno podpísanej osoby, (19) Funkcia, (20) Spoločnosť, (21) Podpis [71,650,879,665]
language-block: is : (1) Samræmisyfirlýsing ESB (upprunaleg), (2) Framleiðandi, (3) Aðsetur, (4) Handhafi tækniskrár, (5) Framleiðandi staðfestir að vélin sem lýst er hér, (6) Samræmist eftirfarandi stöðlum og staðfærslu þeirra með höfðum af þjóðaréttu (ef við á), (7) Fyrir tækjabúnað í IV. viðauka, (8) Númer vottorðs, (9) Tilkynnt til, (10) Aðferð beitt, (11) Hljóðstyrkur, (12) Mælistað, (13) Ábyrgð, (14) Samhæfðir staðlar sem notaðir voru, (15) Aðrir staðlar eða tæknilegar forskriftir, (16) Staður, (17) Dagsetning, (18) Nafn undirritaðs, (19) Staða, (20) Fyrirtæki, (21) Undirskrift. [71,412,879,427]
language-code: pl [71,570,76,577]
declaration-fields: (2) Producent, (3) Adres, (4) Posiadacz dokumentacji technicznej, (5) Producent oświadcza, że opisana poniżej maszyna, (6) Jest zgodna z następującymi dyrektywami i odpowiadającymi im przepisami prawa krajowego (jeśli dotyczy), (7) Dla maszyn załączniki IV, (8) Numer certyfikatu, (9) Jednostka certyfikująca, (10) Procedura stosowana, (11) Poziom mocy akustycznej, (12) Zmierzony, (13) Gwarantowany, (14) zastosowane normy zharmonizowane, (15) Zastosowane normy lub przepisy techniczne, (16) Sporządzono w, (17) Data, (18) Nazwisko podpisującego, (19) Stanowisko, (20) Firma (21) Podpis [71,570,879,593]
declaration-title: (1) EG-verklaring van overeenstemming (oorspronkelijke), [81,519,226,526]
declaration-fields: (2) Producător, (3) Adresa, (4) Titularul din dosarul tehnic, (5) Producătorul afirmă că aparatul descris mai jos, (6) Este conform cu directivele următoare și cu transpunerea lor în dreptul național (dacă este cazul), (7) Pentru mașinile din anexa IV, (8) Număr de atestare, (9) Organism notificat, (10) Procedura aplicată, (11) Nivel de putere acustică, (12) Măsurat, (13) Garantat, (14) standardele armonizate utilizate, (15) alte standarde și specificații tehnice utilizate, (16) Întocmit la, (17) Data, (18) Numele persoanei care semnează, (19) Funcția, (20) Firma, (21) Semnătura [71,629,879,644]
language-code: et [71,289,76,296]
declaration-title: (1) Dikjarazzjoni ta' Konformità tal-KE (oriġinali), [82,498,203,505]
declaration-fields: (2) Costruttore, (3) Indirizzo, (4) Titolare del fascicolo tecnico, (5) Il costruttore dichiara che la macchina descritta di seguito, (6) È conforme alle direttive seguenti e al relativo recepimento nella normativa nazionale (se applicabile), (7) Per le macchine Allegato IV, (8) Numero di Attestazione, (9) Organismo destinatario della notifica, (10) Procedura applicata, (11) Livello di potenza acustica, (12) Misurato, (13) Garantito, (14) Norme armonizzate applicate, (15) Norme e specifiche tecniche applicate, (16) Luogo, (17) Data, (18) Nome del firmatario, (19) Funzione, (20) Società, (21) Firma. [71,433,879,448]
declaration-title: (1) „ЕО“ декларация за съответствие (оригинал). [82,128,210,135]
